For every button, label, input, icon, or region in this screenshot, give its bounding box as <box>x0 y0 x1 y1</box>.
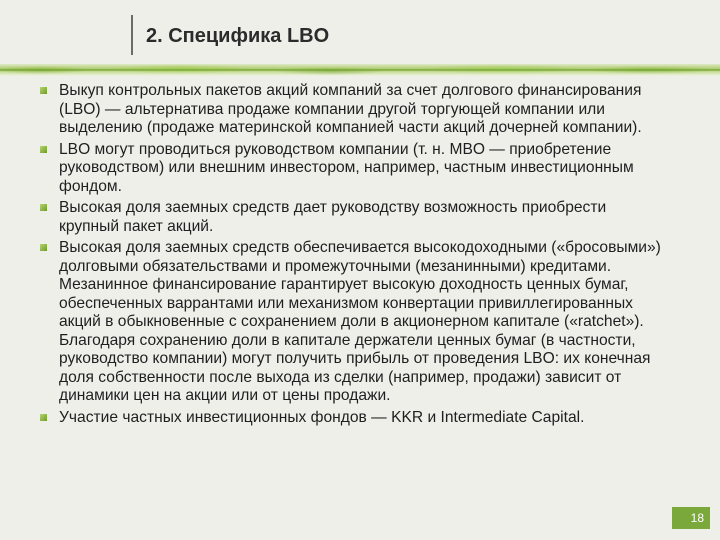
bullet-square-icon <box>40 414 47 421</box>
bullet-item-mezzanine <box>40 239 670 406</box>
bullet-text: LBO могут проводиться руководством компании (т. н. MBO — приобретение руководством) или внешним инвестором, например, частным инвестиционным фондом. <box>59 140 634 195</box>
bullet-list <box>40 82 670 430</box>
slide-title: 2. Специфика LBO <box>146 25 330 47</box>
bullet-text: Высокая доля заемных средств дает руководству возможность приобрести крупный пакет акций. <box>59 199 607 235</box>
bullet-item-mbo <box>40 141 670 197</box>
bullet-square-icon <box>40 146 47 153</box>
bullet-square-icon <box>40 204 47 211</box>
bullet-item-funds <box>40 409 670 428</box>
bullet-text: Выкуп контрольных пакетов акций компаний за счет долгового финансирования (LBO) — альтернатива продаже компании другой торгующей компании или выделению (продаже материнской компанией части акций дочерней компании). <box>59 82 642 136</box>
bullet-square-icon <box>40 244 47 251</box>
page-number-badge: 18 <box>672 507 710 529</box>
bullet-square-icon <box>40 87 47 94</box>
bullet-item-leverage <box>40 199 670 236</box>
bullet-item-lbo-definition <box>40 82 670 138</box>
title-divider-line <box>131 15 133 55</box>
bullet-text: Высокая доля заемных средств обеспечивается высокодоходными («бросовыми») долговыми обязательствами и промежуточными (мезанинными) кредитами. Мезанинное финансирование гарантирует высокую доходность ценных бумаг, обеспеченных варрантами или механизмом конвертации привиллегированных акций в обыкновенные с сохранением доли в акционерном капитале («ratchet»). Благодаря сохранению доли в капитале держатели ценных бумаг (в частности, руководство компании) могут получить прибыль от проведения LBO: их конечная доля собственности после выхода из сделки (например, продажи) зависит от динамики цен на акции или от цены продажи. <box>59 239 661 404</box>
decorative-green-band <box>0 64 720 76</box>
bullet-text: Участие частных инвестиционных фондов — KKR и Intermediate Capital. <box>59 408 585 426</box>
